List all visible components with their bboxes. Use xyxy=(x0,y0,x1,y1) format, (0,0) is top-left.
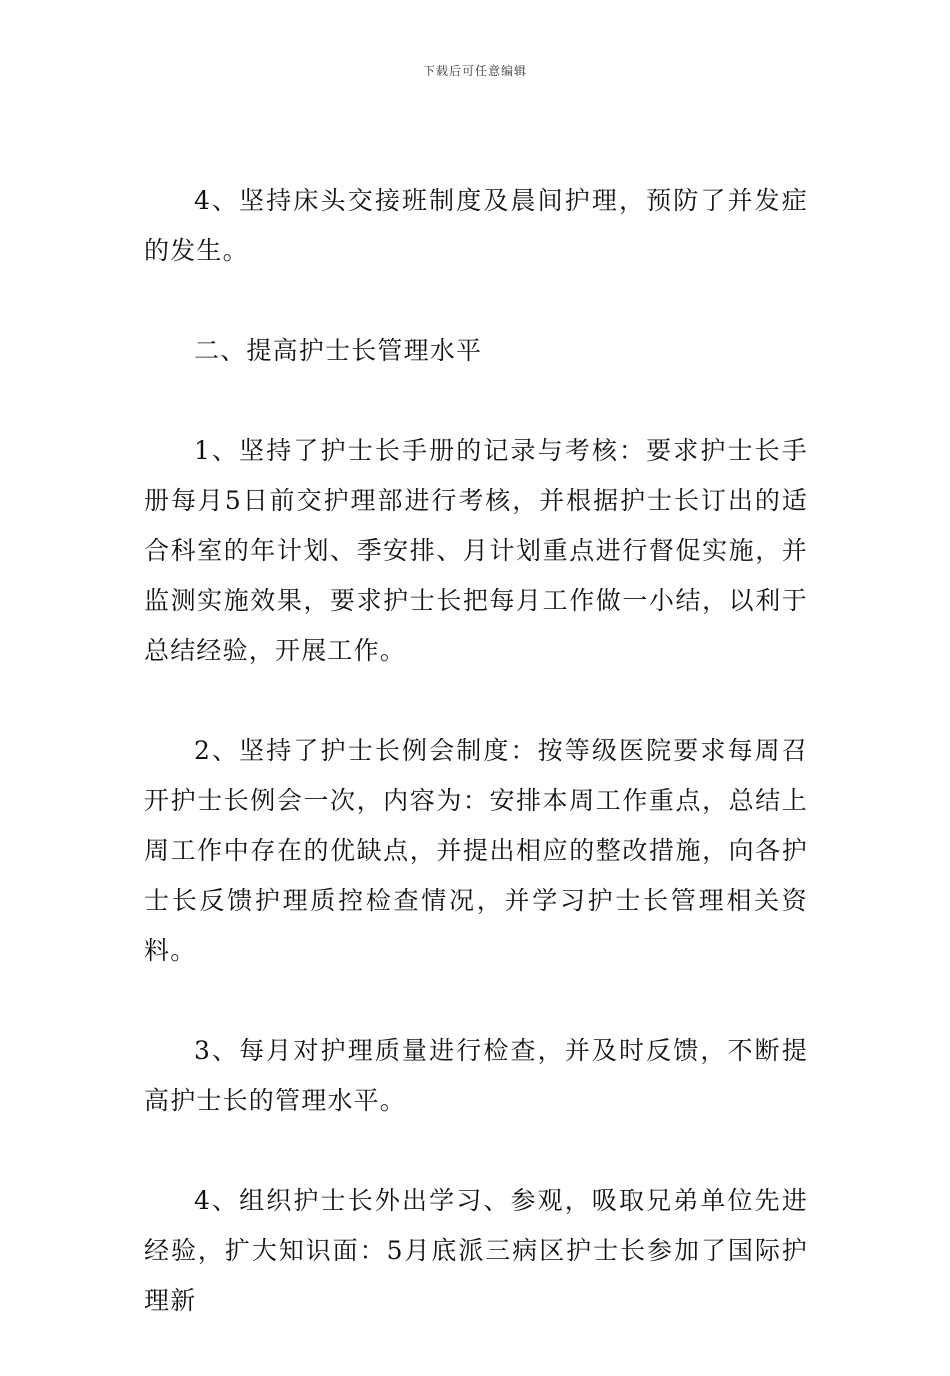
paragraph-item-4-handover: 4、坚持床头交接班制度及晨间护理，预防了并发症的发生。 xyxy=(144,186,808,265)
paragraph-item-3-quality-check: 3、每月对护理质量进行检查，并及时反馈，不断提高护士长的管理水平。 xyxy=(144,1036,808,1115)
document-body xyxy=(144,176,808,1376)
header-note: 下载后可任意编辑 xyxy=(422,64,527,78)
paragraph-item-4-external-study: 4、组织护士长外出学习、参观，吸取兄弟单位先进经验，扩大知识面：5月底派三病区护士长参加了国际护理新 xyxy=(144,1186,808,1315)
paragraph-item-2-meeting: 2、坚持了护士长例会制度：按等级医院要求每周召开护士长例会一次，内容为：安排本周工作重点，总结上周工作中存在的优缺点，并提出相应的整改措施，向各护士长反馈护理质控检查情况，并学习护士长管理相关资料。 xyxy=(144,736,808,965)
paragraph-item-1-handbook: 1、坚持了护士长手册的记录与考核：要求护士长手册每月5日前交护理部进行考核，并根据护士长订出的适合科室的年计划、季安排、月计划重点进行督促实施，并监测实施效果，要求护士长把每月工作做一小结，以利于总结经验，开展工作。 xyxy=(144,436,808,665)
section-heading-head-nurse-management: 二、提高护士长管理水平 xyxy=(194,336,483,365)
